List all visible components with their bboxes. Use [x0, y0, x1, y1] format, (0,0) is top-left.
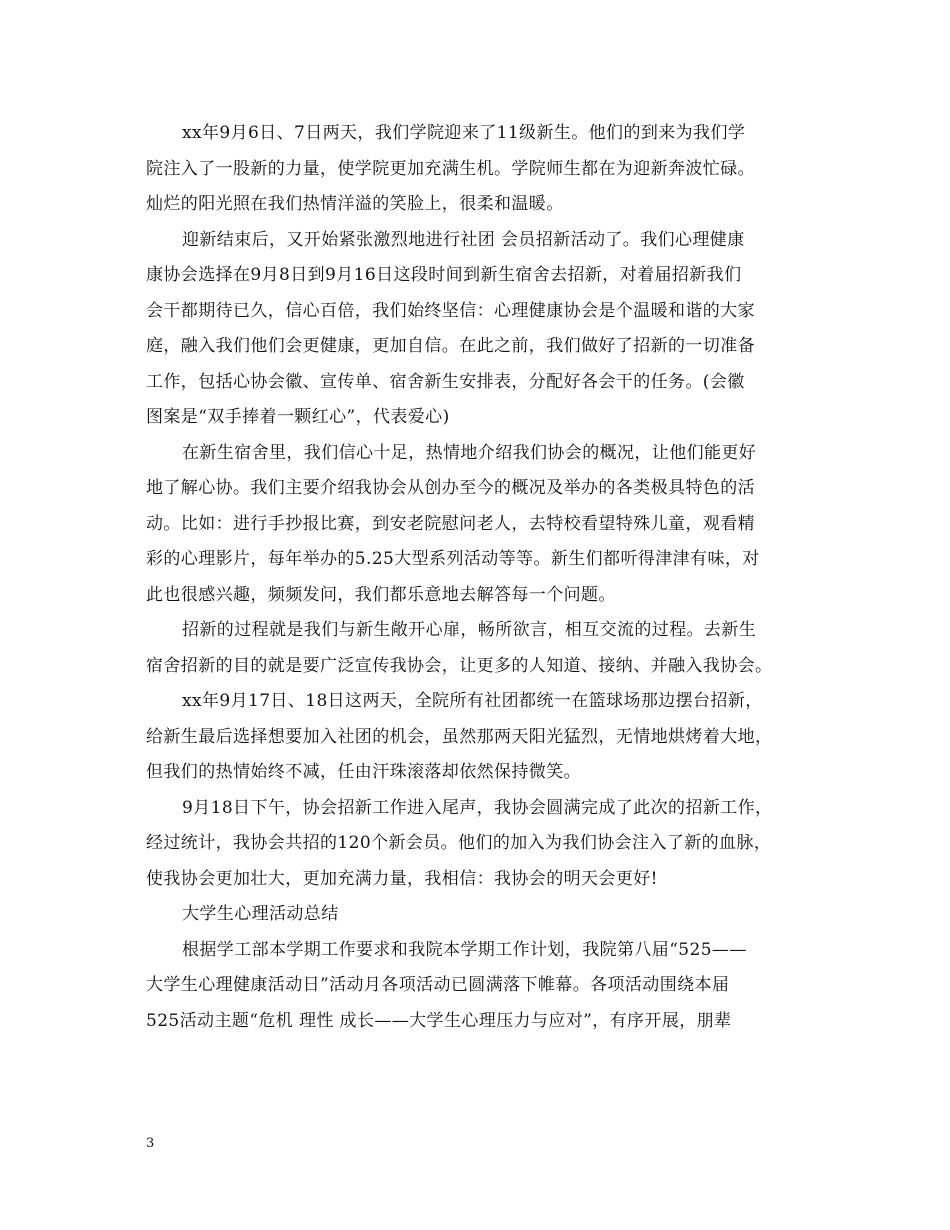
- text-line: 大学生心理健康活动日”活动月各项活动已圆满落下帷幕。各项活动围绕本届: [146, 975, 730, 995]
- text-line: 给新生最后选择想要加入社团的机会，虽然那两天阳光猛烈，无情地烘烤着大地，: [146, 726, 773, 747]
- body-text: [146, 116, 812, 1039]
- text-line: xx年9月17日、18日这两天，全院所有社团都统一在篮球场那边摆台招新，: [182, 691, 763, 711]
- text-line: 彩的心理影片，每年举办的5.25大型系列活动等等。新生们都听得津津有味，对: [146, 549, 760, 569]
- text-line: xx年9月6日、7日两天，我们学院迎来了11级新生。他们的到来为我们学: [182, 123, 746, 143]
- text-line: 招新的过程就是我们与新生敞开心扉，畅所欲言，相互交流的过程。去新生: [182, 620, 757, 640]
- page-number: 3: [146, 1136, 155, 1151]
- text-line: 但我们的热情始终不减，任由汗珠滚落却依然保持微笑。: [146, 762, 581, 782]
- text-line: 动。比如：进行手抄报比赛，到安老院慰问老人，去特校看望特殊儿童，观看精: [146, 513, 755, 534]
- text-line: 康协会选择在9月8日到9月16日这段时间到新生宿舍去招新，对着届招新我们: [146, 265, 742, 285]
- text-line: 图案是“双手捧着一颗红心”，代表爱心): [146, 407, 450, 427]
- text-line: 庭，融入我们他们会更健康，更加自信。在此之前，我们做好了招新的一切准备: [146, 336, 755, 356]
- text-line: 此也很感兴趣，频频发问，我们都乐意地去解答每一个问题。: [146, 584, 616, 605]
- text-line: 9月18日下午，协会招新工作进入尾声，我协会圆满完成了此次的招新工作，: [182, 797, 773, 818]
- text-line: 工作，包括心协会徽、宣传单、宿舍新生安排表，分配好各会干的任务。(会徽: [146, 371, 745, 392]
- text-line: 根据学工部本学期工作要求和我院本学期工作计划，我院第八届“525——: [182, 939, 747, 960]
- text-line: 经过统计，我协会共招的120个新会员。他们的加入为我们协会注入了新的血脉，: [146, 833, 772, 853]
- text-line: 使我协会更加壮大，更加充满力量，我相信：我协会的明天会更好!: [146, 868, 658, 889]
- section-heading: 大学生心理活动总结: [182, 904, 339, 924]
- text-line: 迎新结束后，又开始紧张激烈地进行社团 会员招新活动了。我们心理健康: [182, 229, 745, 250]
- text-line: 灿烂的阳光照在我们热情洋溢的笑脸上，很柔和温暖。: [146, 194, 564, 214]
- text-line: 会干都期待已久，信心百倍，我们始终坚信：心理健康协会是个温暖和谐的大家: [146, 300, 755, 321]
- text-line: 宿舍招新的目的就是要广泛宣传我协会，让更多的人知道、接纳、并融入我协会。: [146, 655, 773, 676]
- text-line: 525活动主题“危机 理性 成长——大学生心理压力与应对”，有序开展，朋辈: [146, 1010, 732, 1031]
- text-line: 院注入了一股新的力量，使学院更加充满生机。学院师生都在为迎新奔波忙碌。: [146, 158, 755, 179]
- text-line: 在新生宿舍里，我们信心十足，热情地介绍我们协会的概况，让他们能更好: [182, 442, 757, 463]
- text-line: 地了解心协。我们主要介绍我协会从创办至今的概况及举办的各类极具特色的活: [146, 478, 755, 498]
